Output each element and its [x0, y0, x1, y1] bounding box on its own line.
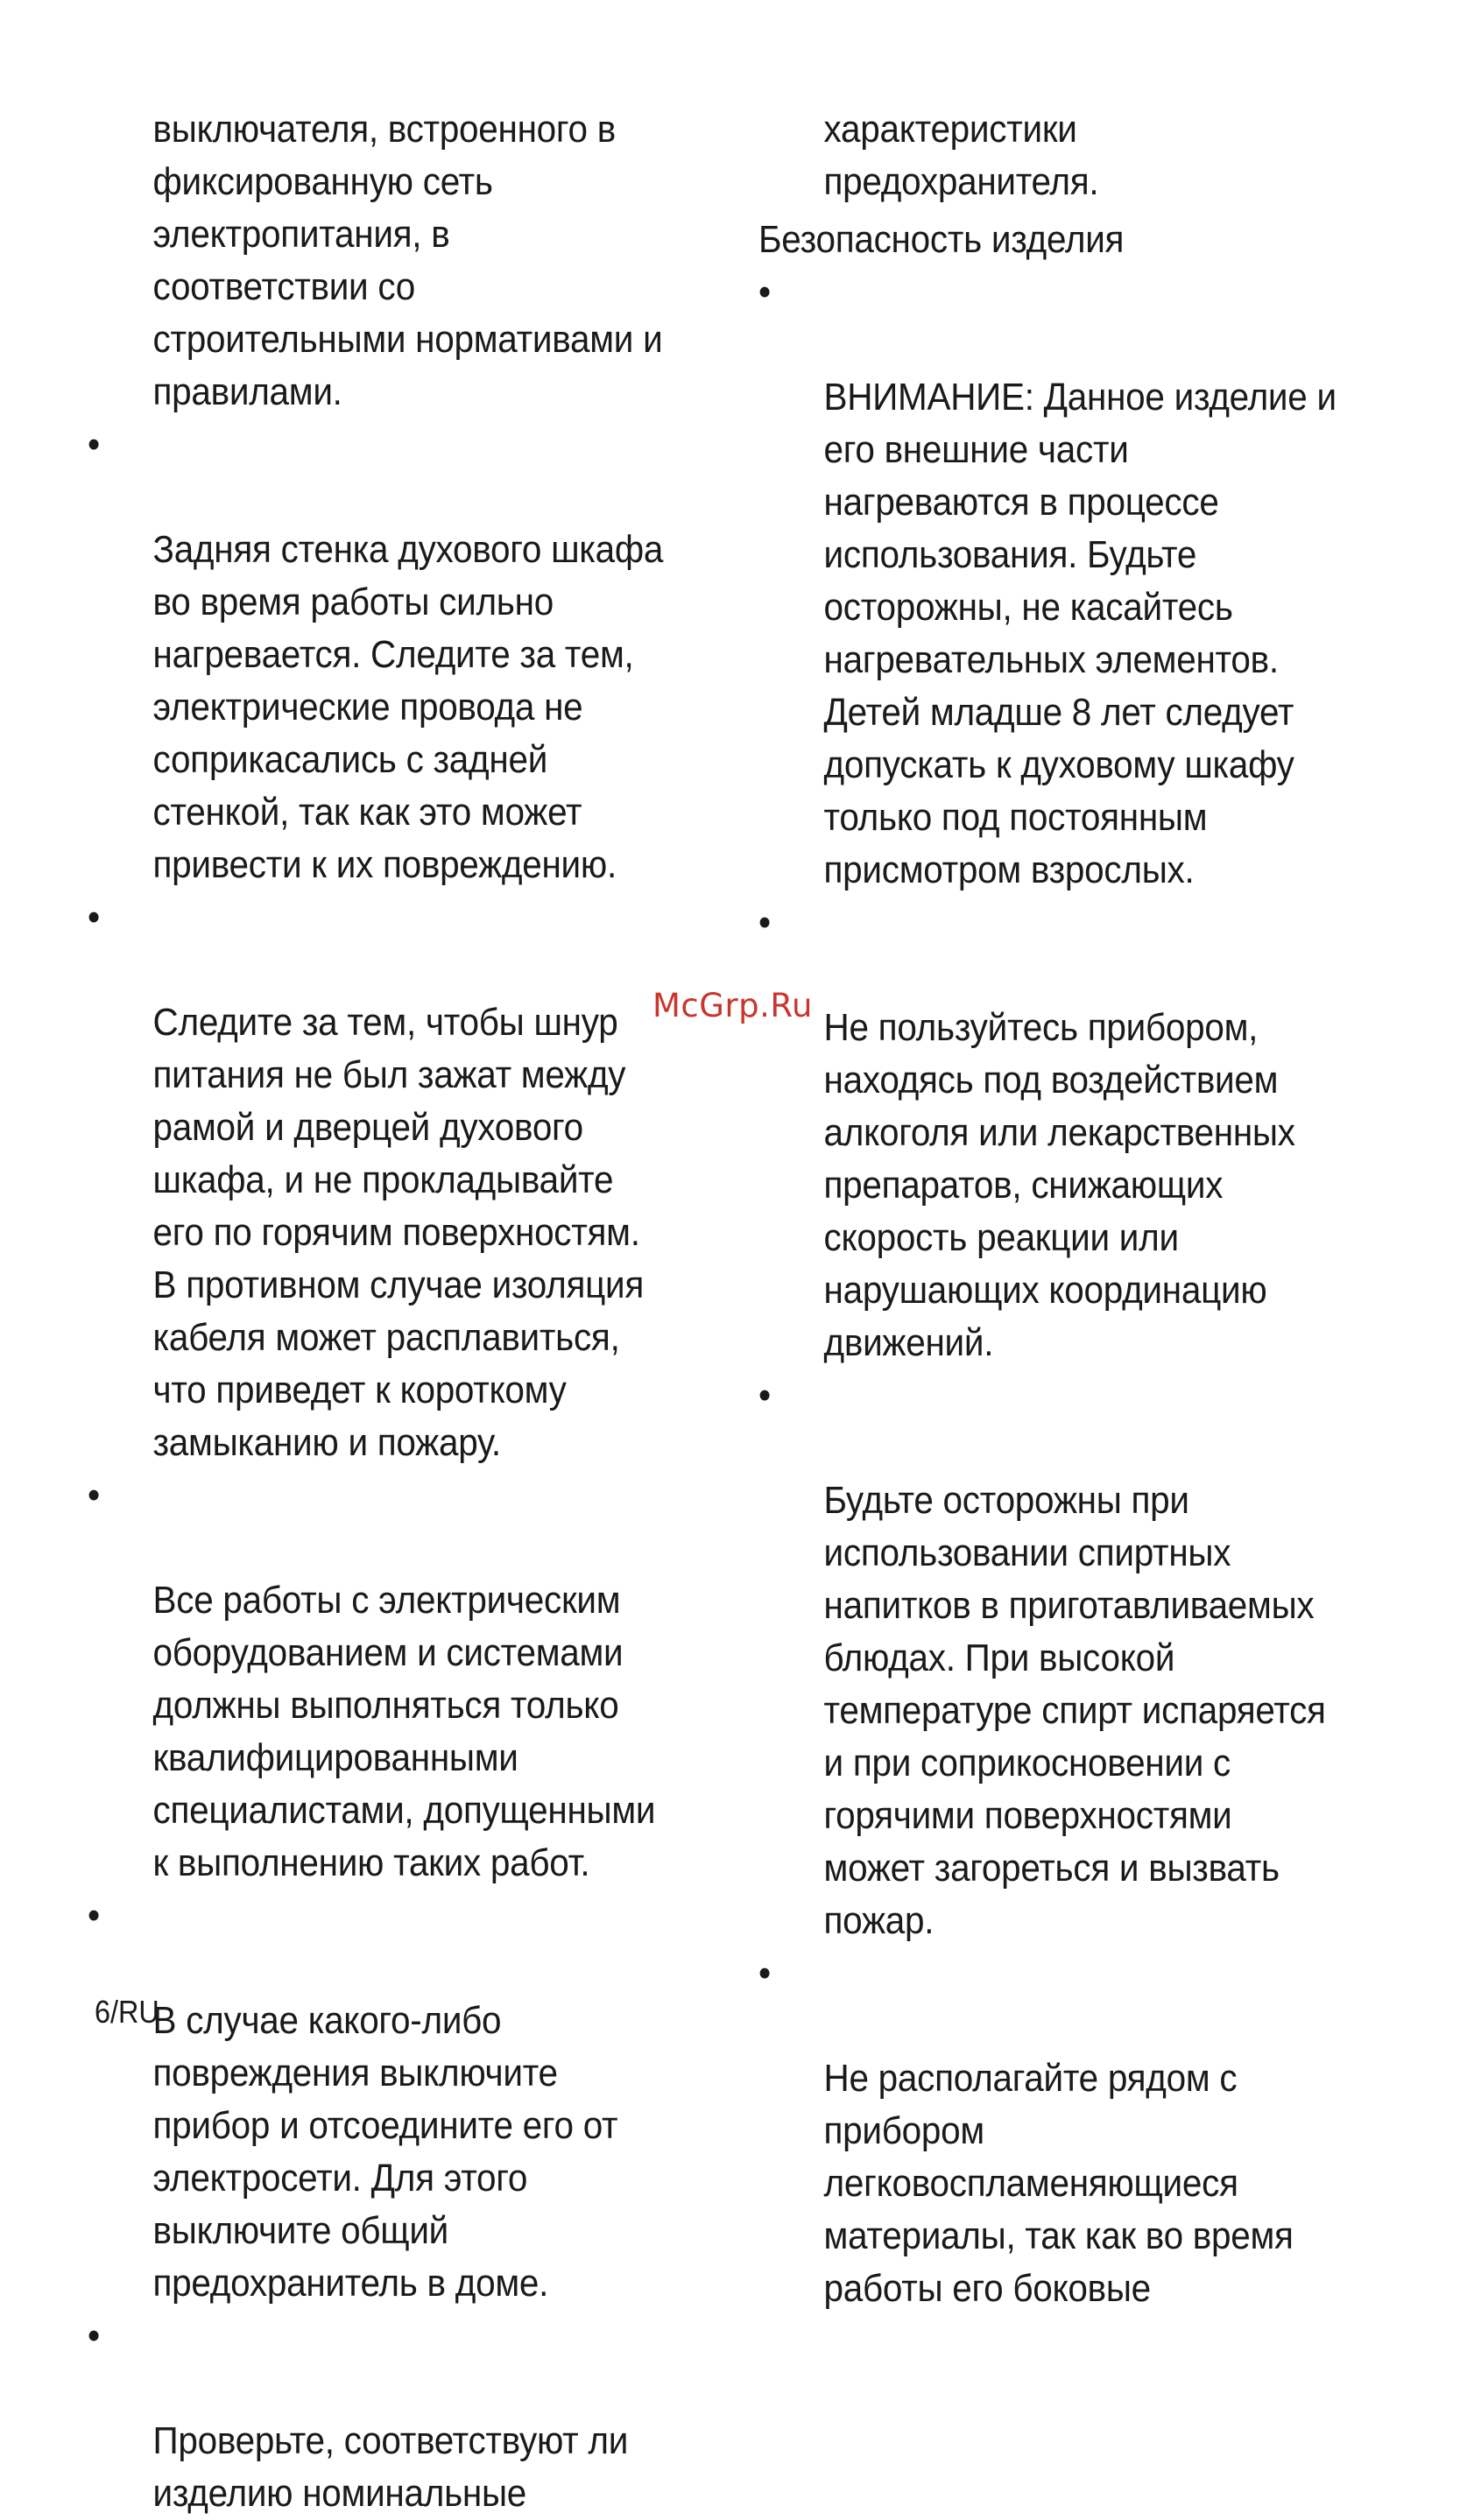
bullet-icon: •: [758, 271, 771, 313]
bullet-icon: •: [758, 901, 771, 944]
bullet-item: [88, 2310, 667, 2520]
bullet-icon: •: [88, 1474, 100, 1517]
bullet-icon: •: [758, 1374, 771, 1417]
bullet-item: [758, 897, 1338, 1369]
left-column: [88, 103, 718, 2520]
bullet-item: [758, 1369, 1338, 1947]
bullet-text: Не располагайте рядом с прибором легковоспламеняющиеся материалы, так как во время работы его боковые: [823, 2057, 1294, 2310]
bullet-text: В случае какого-либо повреждения выключите прибор и отсоедините его от электросети. Для этого выключите общий предохранитель в доме.: [152, 1999, 618, 2305]
bullet-item: [88, 891, 667, 1469]
bullet-icon: •: [88, 423, 100, 466]
bullet-item: [758, 266, 1338, 897]
bullet-item: [88, 419, 667, 891]
bullet-item: [88, 1469, 667, 1890]
bullet-text: Следите за тем, чтобы шнур питания не был зажат между рамой и дверцей духового шкафа, и не прокладывайте его по горячим поверхностям. В противном случае изоляция кабеля может расплавиться, что приведет к короткому замыканию и пожару.: [152, 1001, 645, 1464]
bullet-icon: •: [88, 2314, 100, 2357]
bullet-item: [88, 1890, 667, 2310]
right-continuation-text: характеристики предохранителя.: [823, 108, 1099, 203]
bullet-text: Будьте осторожны при использовании спиртных напитков в приготавливаемых блюдах. При высокой температуре спирт испаряется и при соприкосновении с горячими поверхностями может загореться и вызвать пожар.: [823, 1479, 1326, 1942]
section-title: Безопасность изделия: [758, 218, 1125, 261]
bullet-icon: •: [88, 896, 100, 939]
bullet-icon: •: [88, 1894, 100, 1937]
bullet-text: ВНИМАНИЕ: Данное изделие и его внешние части нагреваются в процессе использования. Будьте осторожны, не касайтесь нагревательных элементов. Детей младше 8 лет следует допускать к духовому шкафу только под постоянным присмотром взрослых.: [823, 376, 1337, 891]
bullet-text: Все работы с электрическим оборудованием и системами должны выполняться только квалифицированными специалистами, допущенными к выполнению таких работ.: [152, 1579, 656, 1884]
page-number: 6/RU: [95, 1994, 159, 2030]
bullet-icon: •: [758, 1952, 771, 1995]
bullet-item: [758, 1947, 1338, 2315]
left-continuation-text: выключателя, встроенного в фиксированную сеть электропитания, в соответствии со строительными нормативами и правилами.: [152, 108, 663, 413]
watermark-text: McGrp.Ru: [652, 987, 813, 1024]
right-column: [758, 103, 1389, 2315]
bullet-text: Задняя стенка духового шкафа во время работы сильно нагревается. Следите за тем, электрические провода не соприкасались с задней стенкой, так как это может привести к их повреждению.: [152, 528, 664, 886]
bullet-text: Проверьте, соответствуют ли изделию номинальные: [152, 2419, 629, 2515]
bullet-text: Не пользуйтесь прибором, находясь под воздействием алкоголя или лекарственных препаратов, снижающих скорость реакции или нарушающих координацию движений.: [823, 1006, 1295, 1364]
